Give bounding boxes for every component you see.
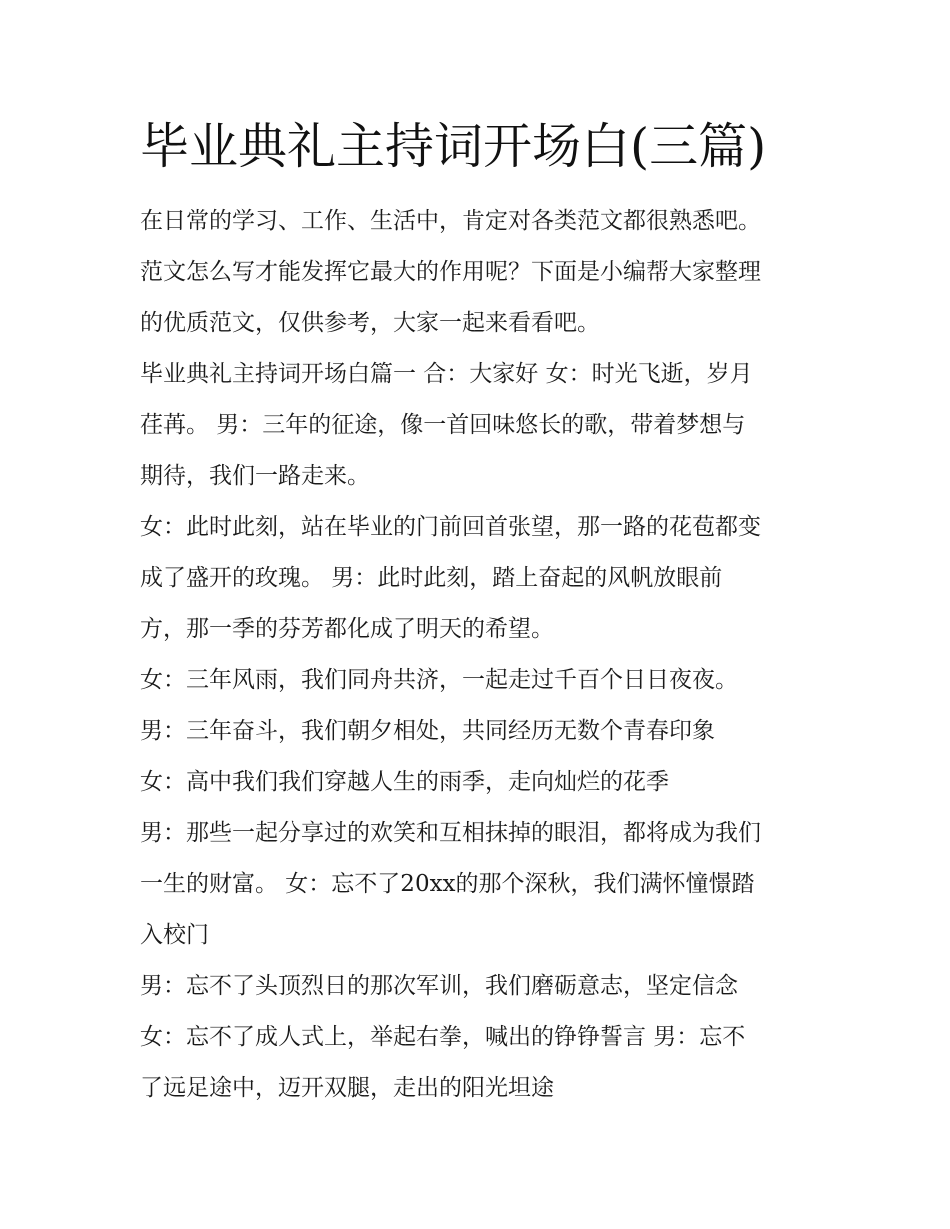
text-line: 女：高中我们我们穿越人生的雨季，走向灿烂的花季	[140, 769, 669, 795]
text-line: 范文怎么写才能发挥它最大的作用呢？下面是小编帮大家整理	[140, 259, 761, 285]
text-line: 女：忘不了成人式上，举起右拳，喊出的铮铮誓言 男：忘不	[140, 1024, 746, 1050]
text-line: 了远足途中，迈开双腿，走出的阳光坦途	[140, 1075, 554, 1101]
text-line: 在日常的学习、工作、生活中，肯定对各类范文都很熟悉吧。	[140, 208, 761, 234]
text-line: 一生的财富。 女：忘不了20xx的那个深秋，我们满怀憧憬踏	[140, 871, 755, 897]
text-line: 期待，我们一路走来。	[140, 463, 370, 489]
text-line: 男：三年奋斗，我们朝夕相处，共同经历无数个青春印象	[140, 718, 715, 744]
text-line: 荏苒。 男：三年的征途，像一首回味悠长的歌，带着梦想与	[140, 412, 746, 438]
text-line: 成了盛开的玫瑰。 男：此时此刻，踏上奋起的风帆放眼前	[140, 565, 723, 591]
text-line: 女：此时此刻，站在毕业的门前回首张望，那一路的花苞都变	[140, 514, 761, 540]
text-line: 男：忘不了头顶烈日的那次军训，我们磨砺意志，坚定信念	[140, 973, 738, 999]
text-line: 毕业典礼主持词开场白篇一 合：大家好 女：时光飞逝，岁月	[140, 361, 753, 387]
text-line: 方，那一季的芬芳都化成了明天的希望。	[140, 616, 554, 642]
document-title: 毕业典礼主持词开场白(三篇)	[140, 118, 767, 175]
text-line: 女：三年风雨，我们同舟共济，一起走过千百个日日夜夜。	[140, 667, 738, 693]
text-line: 男：那些一起分享过的欢笑和互相抹掉的眼泪，都将成为我们	[140, 820, 761, 846]
text-line: 入校门	[140, 922, 209, 948]
text-line: 的优质范文，仅供参考，大家一起来看看吧。	[140, 310, 600, 336]
document-body	[140, 196, 830, 1114]
